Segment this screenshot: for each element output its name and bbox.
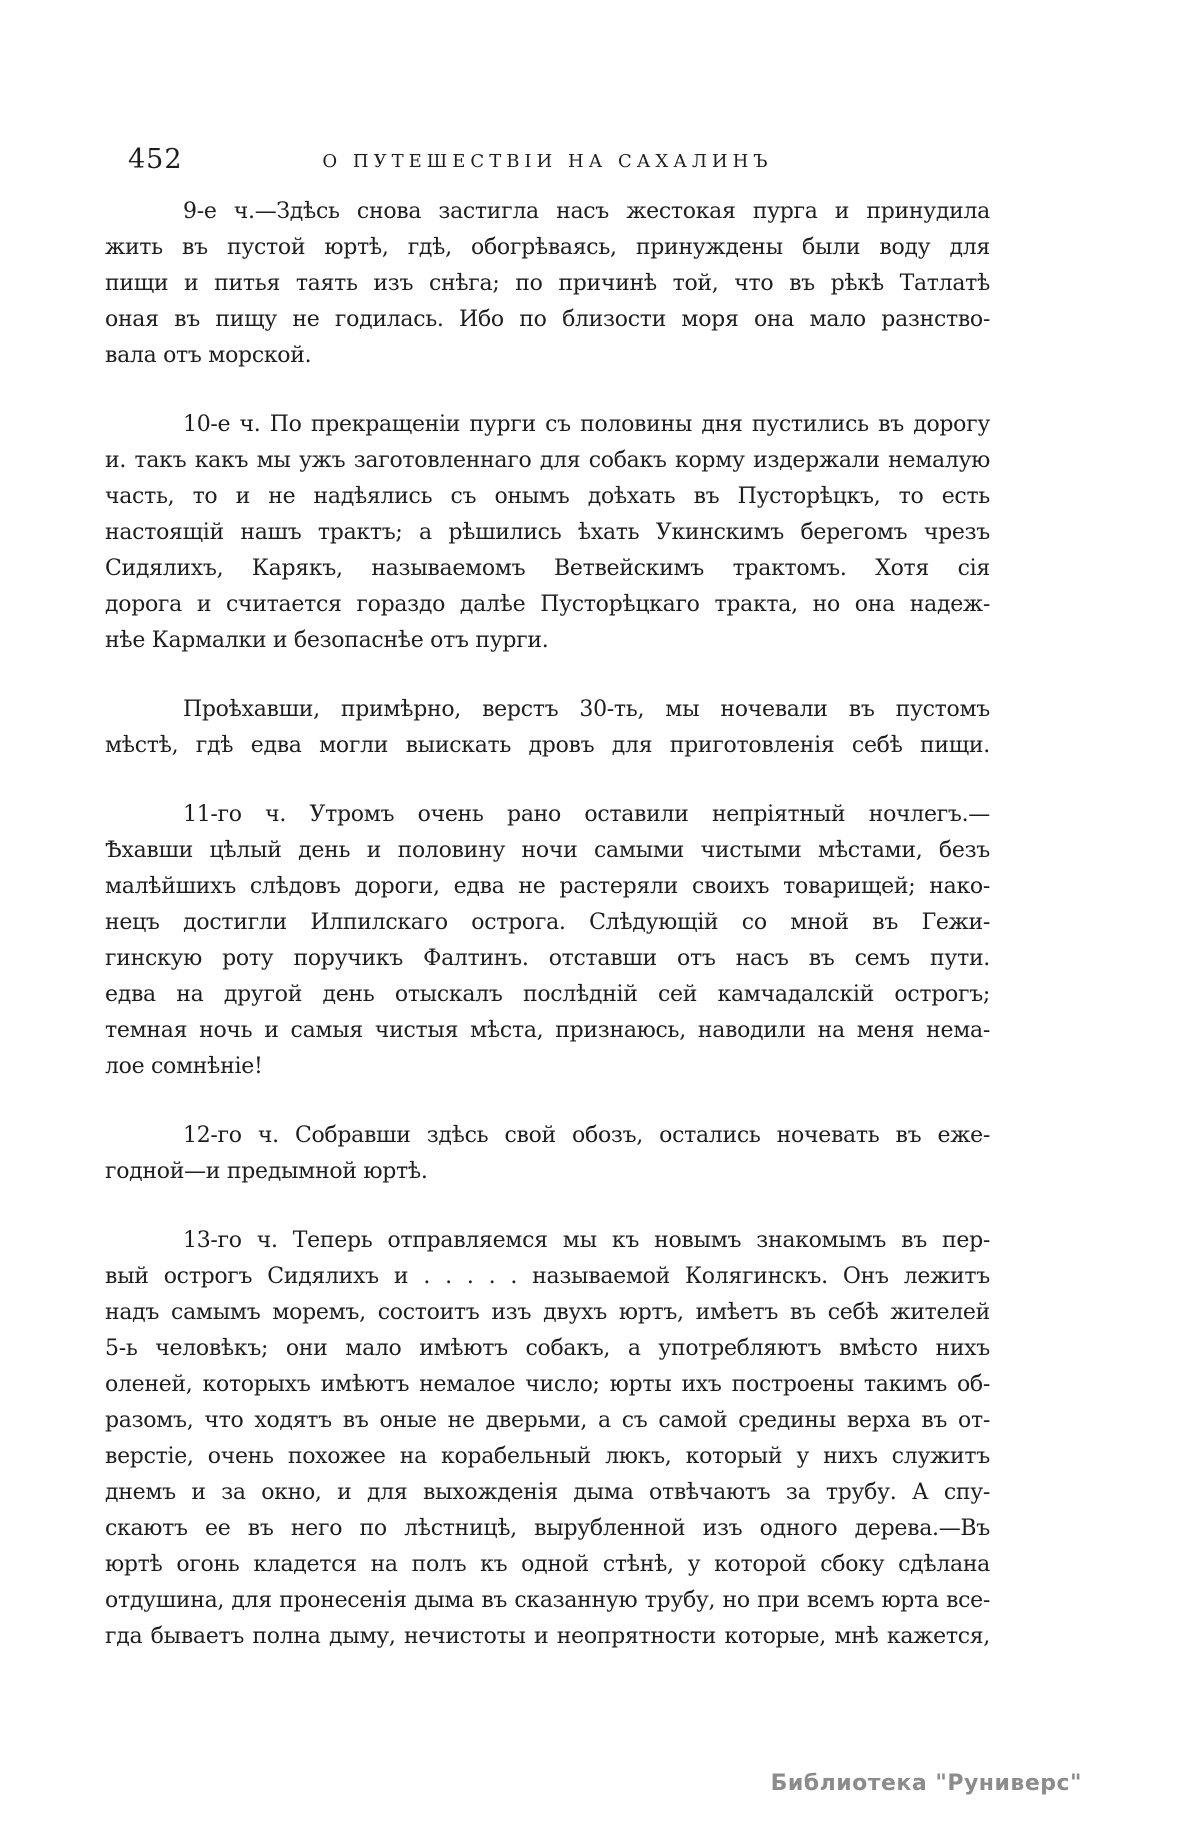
paragraph	[105, 407, 990, 659]
paragraph	[105, 1223, 990, 1655]
text-line: оная въ пищу не годилась. Ибо по близости моря она мало разнство-	[105, 307, 990, 332]
paragraph	[105, 797, 990, 1085]
text-line: 10-е ч. По прекращеніи пурги съ половины дня пустились въ дорогу	[183, 412, 990, 437]
library-watermark: Библиотека "Руниверс"	[770, 1771, 1082, 1796]
text-line: разомъ, что ходятъ въ оные не дверьми, а съ самой средины верха въ от-	[105, 1408, 990, 1433]
paragraph	[105, 1118, 990, 1190]
text-line: малѣйшихъ слѣдовъ дороги, едва не растеряли своихъ товарищей; нако-	[105, 874, 990, 899]
text-line: мѣстѣ, гдѣ едва могли выискать дровъ для приготовленія себѣ пищи.	[105, 733, 990, 758]
paragraph	[105, 194, 990, 374]
text-line: 13-го ч. Теперь отправляемся мы къ новымъ знакомымъ въ пер-	[183, 1228, 990, 1253]
text-line: скаютъ ее въ него по лѣстницѣ, вырубленной изъ одного дерева.—Въ	[105, 1516, 990, 1541]
text-line: отдушина, для пронесенія дыма въ сказанную трубу, но при всемъ юрта все-	[105, 1588, 990, 1613]
text-line: верстіе, очень похожее на корабельный люкъ, который у нихъ служитъ	[105, 1444, 990, 1469]
text-line: едва на другой день отыскалъ послѣдній сей камчадалскій острогъ;	[105, 982, 990, 1007]
text-line: нецъ достигли Илпилскаго острога. Слѣдующій со мной въ Гежи-	[105, 910, 990, 935]
text-line: темная ночь и самыя чистыя мѣста, признаюсь, наводили на меня нема-	[105, 1018, 990, 1043]
text-line: Проѣхавши, примѣрно, верстъ 30-ть, мы ночевали въ пустомъ	[183, 697, 990, 722]
text-line: Сидялихъ, Карякъ, называемомъ Ветвейскимъ трактомъ. Хотя сія	[105, 556, 990, 581]
running-title: О ПУТЕШЕСТВІИ НА САХАЛИНЪ	[322, 151, 773, 172]
text-line: юртѣ огонь кладется на полъ къ одной стѣнѣ, у которой сбоку сдѣлана	[105, 1552, 990, 1577]
text-line: лое сомнѣніе!	[105, 1054, 263, 1079]
text-line: 5-ь человѣкъ; они мало имѣютъ собакъ, а употребляютъ вмѣсто нихъ	[105, 1336, 990, 1361]
text-line: и. такъ какъ мы ужъ заготовленнаго для собакъ корму издержали немалую	[105, 448, 990, 473]
text-line: нѣе Кармалки и безопаснѣе отъ пурги.	[105, 628, 549, 653]
text-line: 11-го ч. Утромъ очень рано оставили непріятный ночлегъ.—	[183, 802, 990, 827]
text-line: 12-го ч. Собравши здѣсь свой обозъ, остались ночевать въ еже-	[183, 1123, 990, 1148]
text-line: надъ самымъ моремъ, состоитъ изъ двухъ юртъ, имѣетъ въ себѣ жителей	[105, 1300, 990, 1325]
text-line: пищи и питья таять изъ снѣга; по причинѣ той, что въ рѣкѣ Татлатѣ	[105, 271, 990, 296]
text-block	[105, 194, 990, 1688]
text-line: вый острогъ Сидялихъ и . . . . . называемой Колягинскъ. Онъ лежитъ	[105, 1264, 990, 1289]
text-line: днемъ и за окно, и для выхожденія дыма отвѣчаютъ за трубу. А спу-	[105, 1480, 990, 1505]
text-line: 9-е ч.—Здѣсь снова застигла насъ жестокая пурга и принудила	[183, 199, 990, 224]
text-line: Ѣхавши цѣлый день и половину ночи самыми чистыми мѣстами, безъ	[105, 838, 990, 863]
text-line: гда бываетъ полна дыму, нечистоты и неопрятности которые, мнѣ кажется,	[105, 1624, 990, 1649]
page-number: 452	[128, 144, 183, 175]
paragraph	[105, 692, 990, 764]
text-line: вала отъ морской.	[105, 343, 312, 368]
text-line: дорога и считается гораздо далѣе Пусторѣцкаго тракта, но она надеж-	[105, 592, 990, 617]
text-line: оленей, которыхъ имѣютъ немалое число; юрты ихъ построены такимъ об-	[105, 1372, 990, 1397]
text-line: гинскую роту поручикъ Фалтинъ. отставши отъ насъ въ семъ пути.	[105, 946, 990, 971]
text-line: жить въ пустой юртѣ, гдѣ, обогрѣваясь, принуждены были воду для	[105, 235, 990, 260]
text-line: настоящій нашъ трактъ; а рѣшились ѣхать Укинскимъ берегомъ чрезъ	[105, 520, 990, 545]
text-line: годной—и предымной юртѣ.	[105, 1159, 428, 1184]
text-line: часть, то и не надѣялись съ онымъ доѣхать въ Пусторѣцкъ, то есть	[105, 484, 990, 509]
